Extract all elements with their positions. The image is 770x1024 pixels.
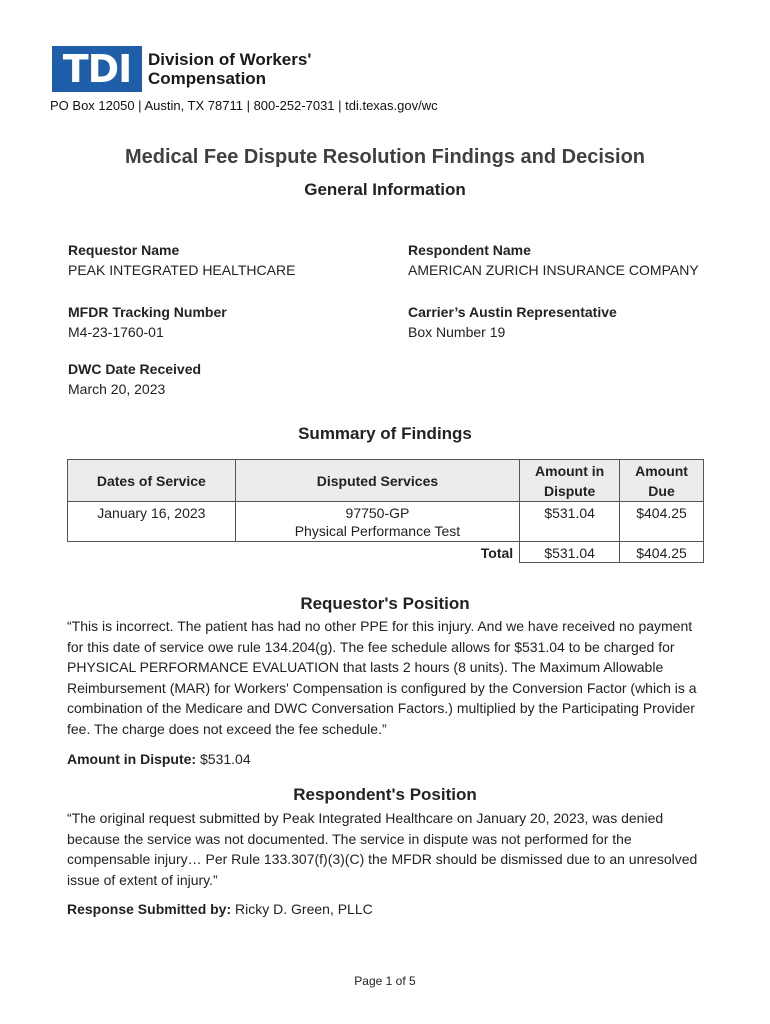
requestor-value: PEAK INTEGRATED HEALTHCARE: [68, 262, 296, 278]
total-label: Total: [480, 545, 514, 561]
respondent-value: AMERICAN ZURICH INSURANCE COMPANY: [408, 262, 699, 278]
general-info-heading: General Information: [304, 180, 466, 199]
page-number: Page 1 of 5: [354, 974, 416, 988]
cell-empty: [68, 542, 236, 563]
summary-heading: Summary of Findings: [298, 424, 472, 443]
requestor-position-text: “This is incorrect. The patient has had no other PPE for this injury. And we have received no payment for this date of service owe rule 134.204(g). The fee schedule allows for $531.04 to be charged for PHYSICAL PERFORMANCE EVALUATION that lasts 2 hours (8 units). The Maximum Allowable Reimbursement (MAR) for Workers' Compensation is configured by the Conversion Factor (which is a combination of the Medicare and DWC Conversation Factors.) multiplied by the Participating Provider fee. The charge does not exceed the fee schedule.”: [67, 618, 697, 737]
carrier-value: Box Number 19: [408, 324, 506, 340]
cell-amount-due: $404.25: [620, 502, 704, 542]
respondent-position-text: “The original request submitted by Peak Integrated Healthcare on January 20, 2023, was denied because the service was not documented. The service in dispute was not performed for the compensable injury… Per Rule 133.307(f)(3)(C) the MFDR should be dismissed due to an unresolved issue of extent of injury.”: [67, 810, 698, 888]
col-dates: Dates of Service: [68, 460, 236, 502]
amount-in-dispute-label: Amount in Dispute:: [67, 751, 197, 767]
respondent-block: [408, 242, 699, 278]
org-name-line2: Compensation: [148, 69, 267, 88]
org-name: [148, 50, 311, 88]
tdi-logo: TDI: [52, 46, 142, 92]
tracking-label: MFDR Tracking Number: [68, 304, 227, 320]
col-amount-due: Amount Due: [620, 460, 704, 502]
cell-service: [235, 502, 519, 542]
table-row: [68, 502, 704, 542]
total-row: [68, 542, 704, 563]
service-desc: Physical Performance Test: [294, 523, 461, 539]
respondent-label: Respondent Name: [408, 242, 531, 258]
received-block: [68, 361, 201, 397]
cell-amount-dispute: $531.04: [520, 502, 620, 542]
carrier-block: [408, 304, 617, 340]
response-submitted-value: Ricky D. Green, PLLC: [235, 901, 373, 917]
summary-table: [67, 459, 704, 563]
total-due: $404.25: [620, 542, 704, 563]
col-amount-dispute: Amount in Dispute: [520, 460, 620, 502]
tracking-value: M4-23-1760-01: [68, 324, 164, 340]
requestor-block: [68, 242, 295, 278]
tracking-block: [68, 304, 227, 340]
respondent-position-heading: Respondent's Position: [293, 785, 477, 804]
amount-in-dispute: [67, 749, 707, 770]
requestor-position-heading: Requestor's Position: [300, 594, 470, 613]
response-submitted-label: Response Submitted by:: [67, 901, 232, 917]
received-label: DWC Date Received: [68, 361, 202, 377]
received-value: March 20, 2023: [68, 381, 166, 397]
cell-date: January 16, 2023: [68, 502, 236, 542]
carrier-label: Carrier’s Austin Representative: [408, 304, 617, 320]
service-code: 97750-GP: [345, 505, 410, 521]
address-line: PO Box 12050 | Austin, TX 78711 | 800-252-7031 | tdi.texas.gov/wc: [50, 98, 438, 113]
org-name-line1: Division of Workers': [148, 50, 312, 69]
response-submitted: [67, 899, 707, 920]
requestor-label: Requestor Name: [68, 242, 180, 258]
total-dispute: $531.04: [520, 542, 620, 563]
summary-header-row: [68, 460, 704, 502]
document-title: Medical Fee Dispute Resolution Findings and Decision: [124, 146, 646, 168]
amount-in-dispute-value: $531.04: [200, 751, 251, 767]
col-services: Disputed Services: [235, 460, 519, 502]
